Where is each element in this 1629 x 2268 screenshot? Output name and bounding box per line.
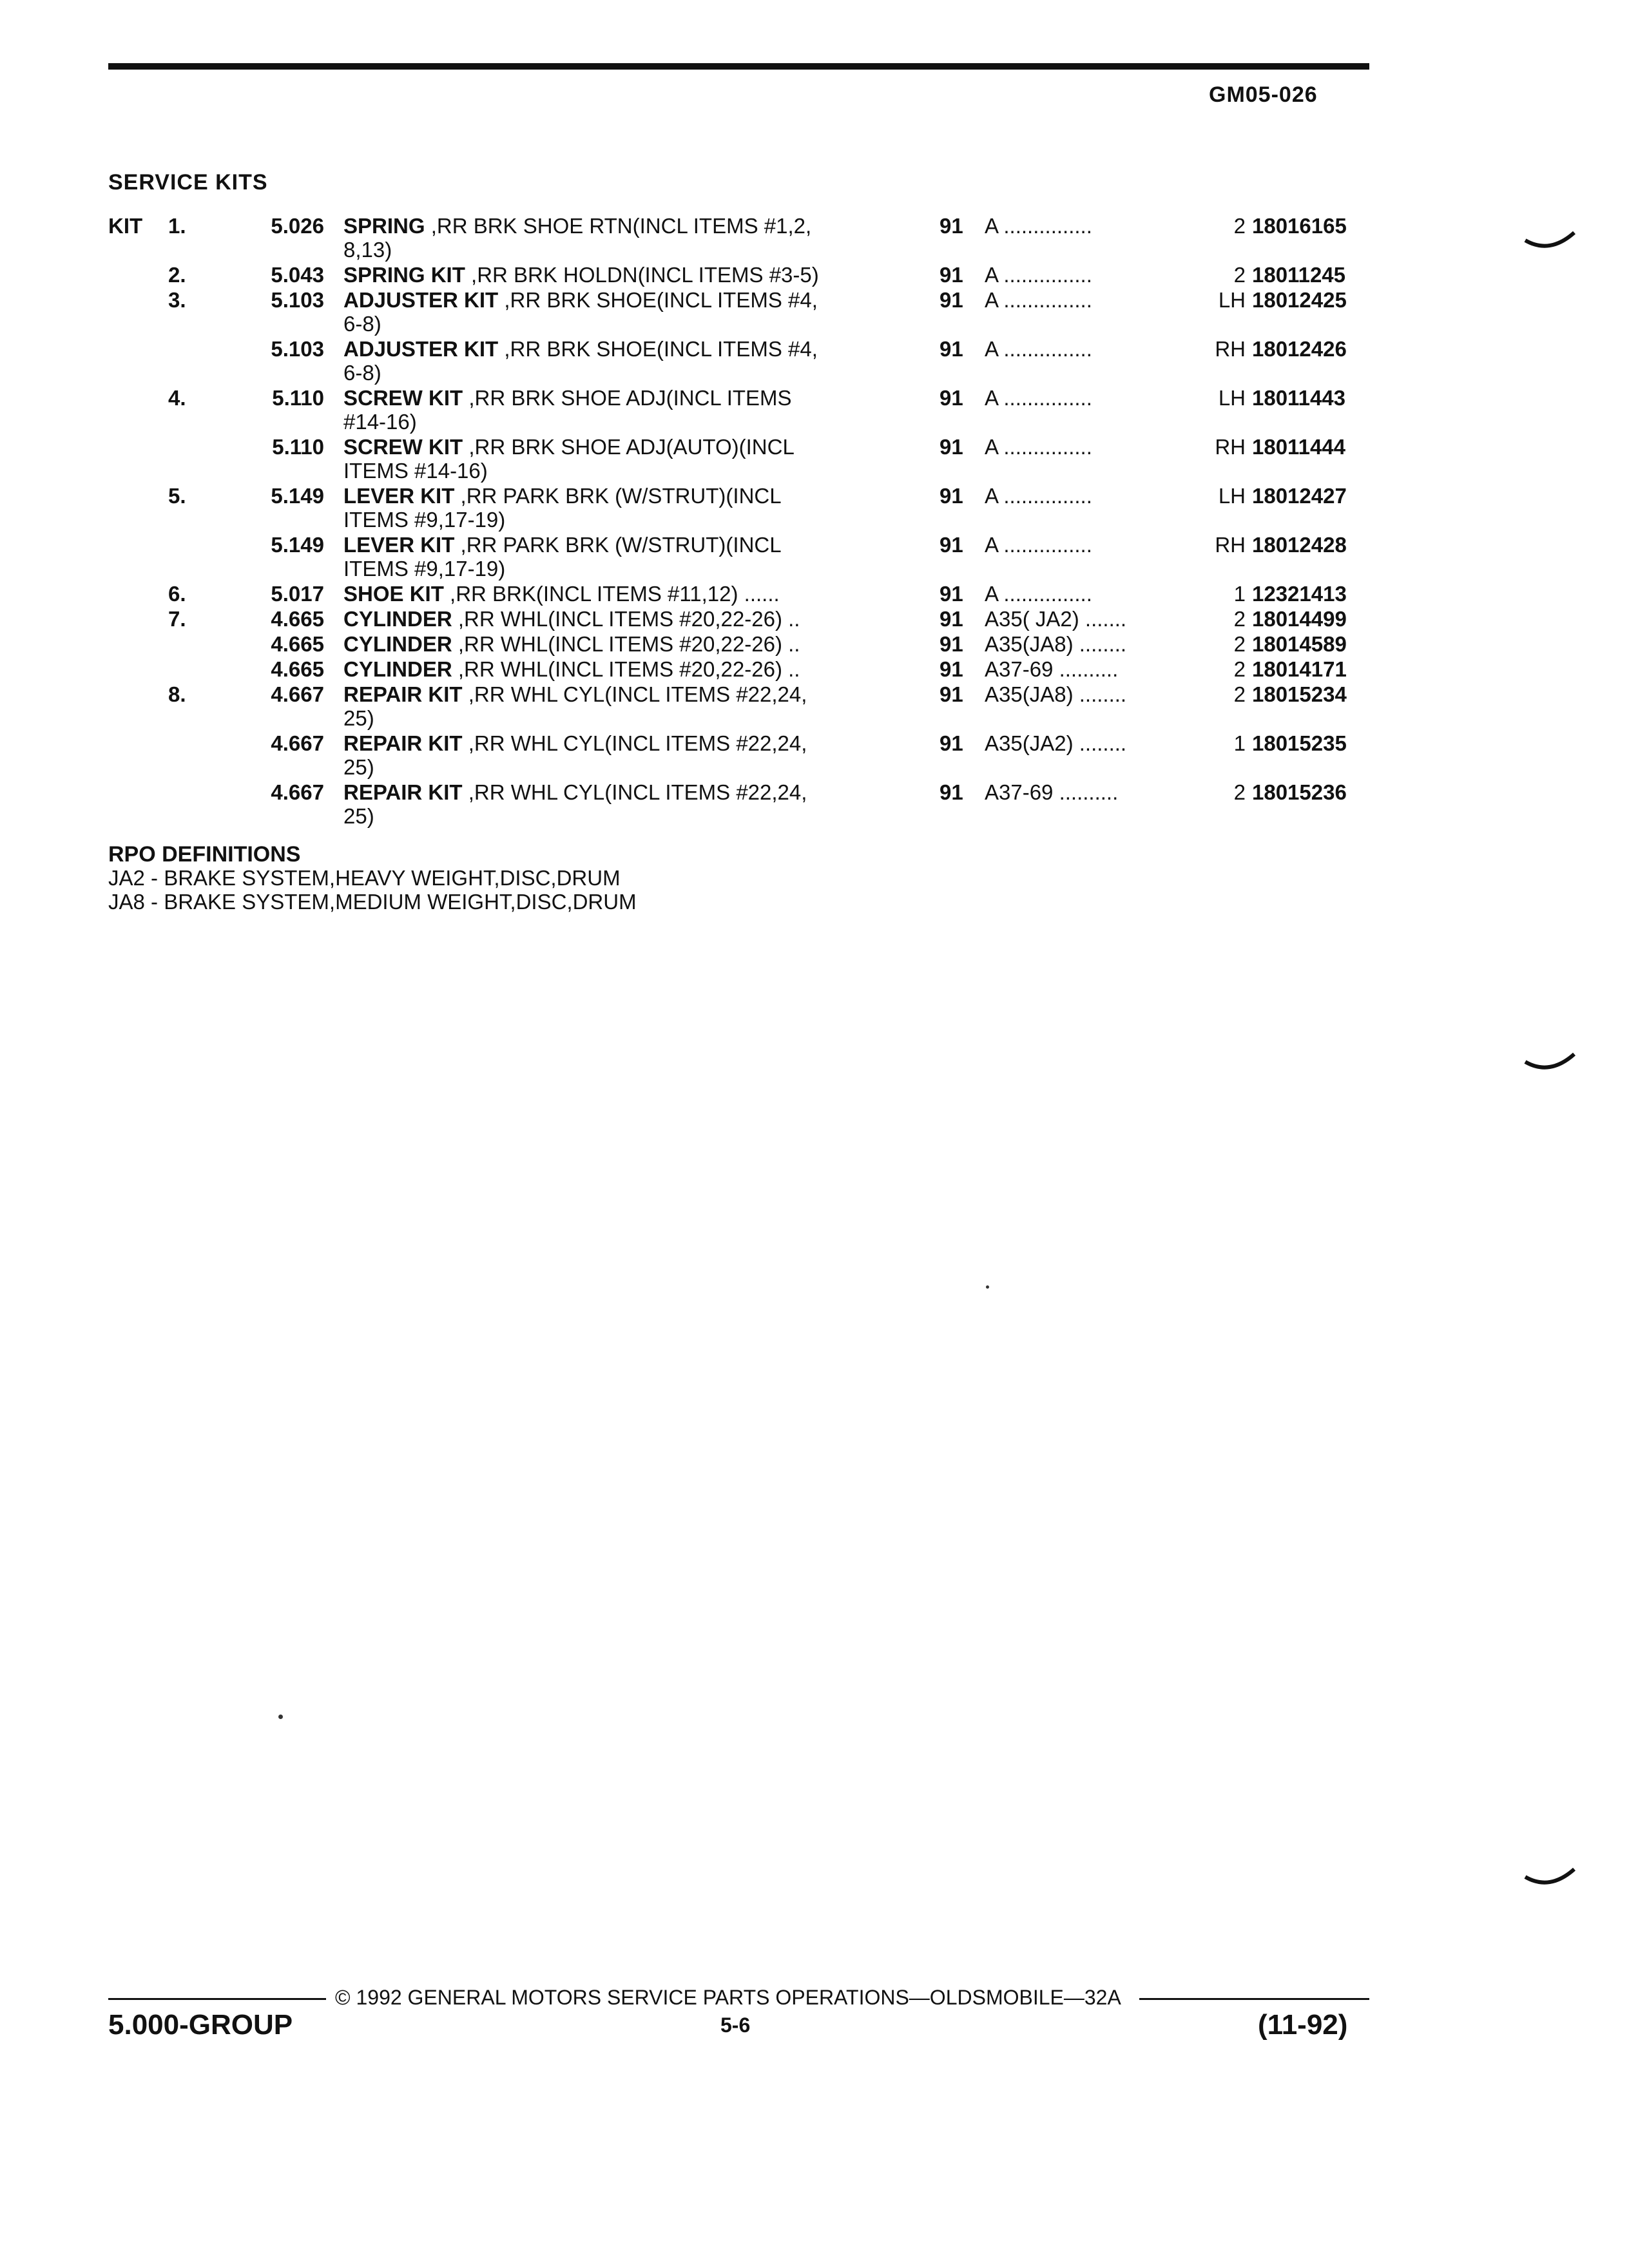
quantity: 2 bbox=[1233, 214, 1246, 238]
part-description bbox=[343, 213, 940, 262]
section-number: 4.665 bbox=[271, 607, 324, 631]
part-name: SCREW KIT bbox=[343, 435, 463, 459]
kit-label bbox=[108, 287, 168, 336]
model-code: A35(JA2) ........ bbox=[985, 731, 1127, 755]
quantity: 2 bbox=[1233, 657, 1246, 681]
item-number bbox=[168, 730, 242, 779]
kit-label bbox=[108, 656, 168, 681]
part-name: SPRING bbox=[343, 214, 425, 238]
part-number: 18011444 bbox=[1252, 435, 1346, 459]
part-number: 18014171 bbox=[1252, 657, 1347, 681]
quantity: 2 bbox=[1233, 780, 1246, 804]
table-row bbox=[108, 213, 1387, 262]
top-rule bbox=[108, 63, 1369, 70]
model-year: 91 bbox=[940, 731, 963, 755]
model-year: 91 bbox=[940, 582, 963, 606]
part-description bbox=[343, 779, 940, 828]
part-name: LEVER KIT bbox=[343, 533, 455, 557]
footer-date: (11-92) bbox=[1258, 2009, 1348, 2041]
part-detail: ,RR PARK BRK (W/STRUT)(INCL bbox=[454, 533, 782, 557]
part-name: REPAIR KIT bbox=[343, 780, 463, 804]
part-number: 12321413 bbox=[1252, 582, 1347, 606]
part-detail: ,RR WHL CYL(INCL ITEMS #22,24, bbox=[462, 682, 807, 706]
kit-label bbox=[108, 581, 168, 606]
item-number bbox=[168, 434, 242, 483]
model-year: 91 bbox=[940, 337, 963, 361]
part-number: 18012426 bbox=[1252, 337, 1347, 361]
part-number: 18012425 bbox=[1252, 288, 1347, 312]
part-description bbox=[343, 385, 940, 434]
model-code: A ............... bbox=[985, 263, 1092, 287]
rpo-definitions-title: RPO DEFINITIONS bbox=[108, 842, 301, 867]
section-title: SERVICE KITS bbox=[108, 170, 268, 195]
section-number: 4.667 bbox=[271, 780, 324, 804]
item-number bbox=[168, 631, 242, 656]
kit-label bbox=[108, 434, 168, 483]
model-year: 91 bbox=[940, 386, 963, 410]
part-name: CYLINDER bbox=[343, 607, 452, 631]
model-code: A ............... bbox=[985, 435, 1092, 459]
part-description bbox=[343, 532, 940, 581]
model-year: 91 bbox=[940, 657, 963, 681]
table-row bbox=[108, 385, 1387, 434]
part-name: ADJUSTER KIT bbox=[343, 337, 499, 361]
kit-label bbox=[108, 681, 168, 730]
model-year: 91 bbox=[940, 533, 963, 557]
section-number: 5.149 bbox=[271, 533, 324, 557]
part-name: LEVER KIT bbox=[343, 484, 455, 508]
part-name: SPRING KIT bbox=[343, 263, 465, 287]
part-detail-continued: 6-8) bbox=[343, 312, 381, 336]
part-description bbox=[343, 656, 940, 681]
footer-rule-left bbox=[108, 1998, 326, 2000]
quantity: 2 bbox=[1233, 607, 1246, 631]
part-name: SHOE KIT bbox=[343, 582, 444, 606]
kit-label bbox=[108, 336, 168, 385]
section-number: 5.110 bbox=[272, 435, 324, 459]
section-number: 4.667 bbox=[271, 682, 324, 706]
kit-label bbox=[108, 730, 168, 779]
part-detail: ,RR BRK SHOE ADJ(AUTO)(INCL bbox=[463, 435, 795, 459]
model-year: 91 bbox=[940, 484, 963, 508]
model-code: A ............... bbox=[985, 214, 1092, 238]
model-code: A37-69 .......... bbox=[985, 780, 1119, 804]
part-number: 18014589 bbox=[1252, 632, 1347, 656]
part-number: 18016165 bbox=[1252, 214, 1347, 238]
model-code: A35(JA8) ........ bbox=[985, 682, 1127, 706]
part-description bbox=[343, 434, 940, 483]
table-row bbox=[108, 336, 1387, 385]
quantity: LH bbox=[1218, 288, 1246, 312]
section-number: 5.103 bbox=[271, 288, 324, 312]
part-detail: ,RR BRK SHOE(INCL ITEMS #4, bbox=[498, 337, 818, 361]
kit-label: KIT bbox=[108, 214, 143, 238]
part-detail-continued: 8,13) bbox=[343, 238, 392, 262]
document-code: GM05-026 bbox=[1209, 82, 1318, 107]
model-code: A ............... bbox=[985, 484, 1092, 508]
footer-rule-right bbox=[1139, 1998, 1369, 2000]
section-number: 4.665 bbox=[271, 657, 324, 681]
table-row bbox=[108, 434, 1387, 483]
table-row bbox=[108, 656, 1387, 681]
part-description bbox=[343, 483, 940, 532]
model-year: 91 bbox=[940, 288, 963, 312]
part-detail-continued: 6-8) bbox=[343, 361, 381, 385]
table-row bbox=[108, 779, 1387, 828]
model-code: A ............... bbox=[985, 386, 1092, 410]
quantity: RH bbox=[1215, 435, 1246, 459]
part-detail: ,RR BRK HOLDN(INCL ITEMS #3-5) bbox=[465, 263, 819, 287]
section-number: 4.665 bbox=[271, 632, 324, 656]
part-description bbox=[343, 262, 940, 287]
part-name: REPAIR KIT bbox=[343, 682, 463, 706]
part-description bbox=[343, 581, 940, 606]
kit-label bbox=[108, 779, 168, 828]
part-number: 18011245 bbox=[1252, 263, 1346, 287]
part-description bbox=[343, 631, 940, 656]
item-number: 8. bbox=[168, 682, 186, 706]
model-code: A37-69 .......... bbox=[985, 657, 1119, 681]
service-kits-table bbox=[108, 213, 1387, 828]
table-row bbox=[108, 532, 1387, 581]
section-number: 5.103 bbox=[271, 337, 324, 361]
model-year: 91 bbox=[940, 263, 963, 287]
part-detail: ,RR WHL CYL(INCL ITEMS #22,24, bbox=[462, 731, 807, 755]
part-detail-continued: #14-16) bbox=[343, 410, 417, 434]
item-number: 2. bbox=[168, 263, 186, 287]
quantity: 1 bbox=[1233, 731, 1246, 755]
model-year: 91 bbox=[940, 607, 963, 631]
model-code: A35( JA2) ....... bbox=[985, 607, 1127, 631]
part-detail: ,RR BRK(INCL ITEMS #11,12) ...... bbox=[443, 582, 780, 606]
part-description bbox=[343, 681, 940, 730]
part-number: 18011443 bbox=[1252, 386, 1346, 410]
part-name: CYLINDER bbox=[343, 657, 452, 681]
item-number: 3. bbox=[168, 288, 186, 312]
part-detail: ,RR BRK SHOE ADJ(INCL ITEMS bbox=[463, 386, 792, 410]
kit-label bbox=[108, 631, 168, 656]
part-description bbox=[343, 730, 940, 779]
speck-mark bbox=[278, 1715, 283, 1719]
item-number: 7. bbox=[168, 607, 186, 631]
part-detail: ,RR BRK SHOE RTN(INCL ITEMS #1,2, bbox=[425, 214, 812, 238]
part-detail-continued: 25) bbox=[343, 755, 374, 779]
part-detail: ,RR WHL CYL(INCL ITEMS #22,24, bbox=[462, 780, 807, 804]
part-name: CYLINDER bbox=[343, 632, 452, 656]
section-number: 5.110 bbox=[272, 386, 324, 410]
table-row bbox=[108, 730, 1387, 779]
footer-copyright: © 1992 GENERAL MOTORS SERVICE PARTS OPERATIONS—OLDSMOBILE—32A bbox=[335, 1986, 1121, 2009]
part-name: REPAIR KIT bbox=[343, 731, 463, 755]
quantity: 2 bbox=[1233, 632, 1246, 656]
part-detail-continued: 25) bbox=[343, 706, 374, 730]
part-detail: ,RR BRK SHOE(INCL ITEMS #4, bbox=[498, 288, 818, 312]
part-number: 18015234 bbox=[1252, 682, 1347, 706]
section-number: 5.149 bbox=[271, 484, 324, 508]
kit-label bbox=[108, 385, 168, 434]
part-detail: ,RR WHL(INCL ITEMS #20,22-26) .. bbox=[452, 632, 800, 656]
footer-group-label: 5.000-GROUP bbox=[108, 2009, 293, 2041]
model-year: 91 bbox=[940, 632, 963, 656]
part-number: 18015236 bbox=[1252, 780, 1347, 804]
footer-page-number: 5-6 bbox=[720, 2013, 751, 2037]
rpo-definition: JA8 - BRAKE SYSTEM,MEDIUM WEIGHT,DISC,DRUM bbox=[108, 890, 637, 914]
rpo-definition: JA2 - BRAKE SYSTEM,HEAVY WEIGHT,DISC,DRUM bbox=[108, 866, 621, 890]
table-row bbox=[108, 631, 1387, 656]
item-number bbox=[168, 336, 242, 385]
part-detail: ,RR PARK BRK (W/STRUT)(INCL bbox=[454, 484, 782, 508]
model-year: 91 bbox=[940, 682, 963, 706]
model-year: 91 bbox=[940, 214, 963, 238]
section-number: 5.043 bbox=[271, 263, 324, 287]
part-detail-continued: ITEMS #9,17-19) bbox=[343, 557, 506, 581]
item-number bbox=[168, 779, 242, 828]
part-name: SCREW KIT bbox=[343, 386, 463, 410]
part-number: 18012428 bbox=[1252, 533, 1347, 557]
quantity: 2 bbox=[1233, 682, 1246, 706]
model-code: A35(JA8) ........ bbox=[985, 632, 1127, 656]
item-number bbox=[168, 656, 242, 681]
part-description bbox=[343, 336, 940, 385]
model-year: 91 bbox=[940, 780, 963, 804]
part-detail: ,RR WHL(INCL ITEMS #20,22-26) .. bbox=[452, 607, 800, 631]
section-number: 4.667 bbox=[271, 731, 324, 755]
part-number: 18012427 bbox=[1252, 484, 1347, 508]
table-row bbox=[108, 262, 1387, 287]
kit-label bbox=[108, 262, 168, 287]
table-row bbox=[108, 606, 1387, 631]
kit-label bbox=[108, 483, 168, 532]
binder-hole-mark-icon bbox=[1524, 229, 1576, 255]
table-row bbox=[108, 581, 1387, 606]
section-number: 5.017 bbox=[271, 582, 324, 606]
table-row bbox=[108, 287, 1387, 336]
table-row bbox=[108, 681, 1387, 730]
kit-label bbox=[108, 606, 168, 631]
part-number: 18014499 bbox=[1252, 607, 1347, 631]
quantity: RH bbox=[1215, 533, 1246, 557]
part-detail-continued: ITEMS #9,17-19) bbox=[343, 508, 506, 532]
model-code: A ............... bbox=[985, 288, 1092, 312]
speck-mark bbox=[986, 1285, 989, 1289]
item-number: 5. bbox=[168, 484, 186, 508]
binder-hole-mark-icon bbox=[1524, 1865, 1576, 1891]
model-code: A ............... bbox=[985, 337, 1092, 361]
part-number: 18015235 bbox=[1252, 731, 1347, 755]
item-number: 1. bbox=[168, 214, 186, 238]
quantity: RH bbox=[1215, 337, 1246, 361]
table-row bbox=[108, 483, 1387, 532]
part-detail: ,RR WHL(INCL ITEMS #20,22-26) .. bbox=[452, 657, 800, 681]
section-number: 5.026 bbox=[271, 214, 324, 238]
item-number: 4. bbox=[168, 386, 186, 410]
part-description bbox=[343, 606, 940, 631]
part-detail-continued: 25) bbox=[343, 804, 374, 828]
quantity: 1 bbox=[1233, 582, 1246, 606]
quantity: 2 bbox=[1233, 263, 1246, 287]
item-number bbox=[168, 532, 242, 581]
part-detail-continued: ITEMS #14-16) bbox=[343, 459, 488, 483]
model-year: 91 bbox=[940, 435, 963, 459]
quantity: LH bbox=[1218, 484, 1246, 508]
binder-hole-mark-icon bbox=[1524, 1050, 1576, 1076]
model-code: A ............... bbox=[985, 582, 1092, 606]
kit-label bbox=[108, 532, 168, 581]
model-code: A ............... bbox=[985, 533, 1092, 557]
item-number: 6. bbox=[168, 582, 186, 606]
part-description bbox=[343, 287, 940, 336]
quantity: LH bbox=[1218, 386, 1246, 410]
part-name: ADJUSTER KIT bbox=[343, 288, 499, 312]
